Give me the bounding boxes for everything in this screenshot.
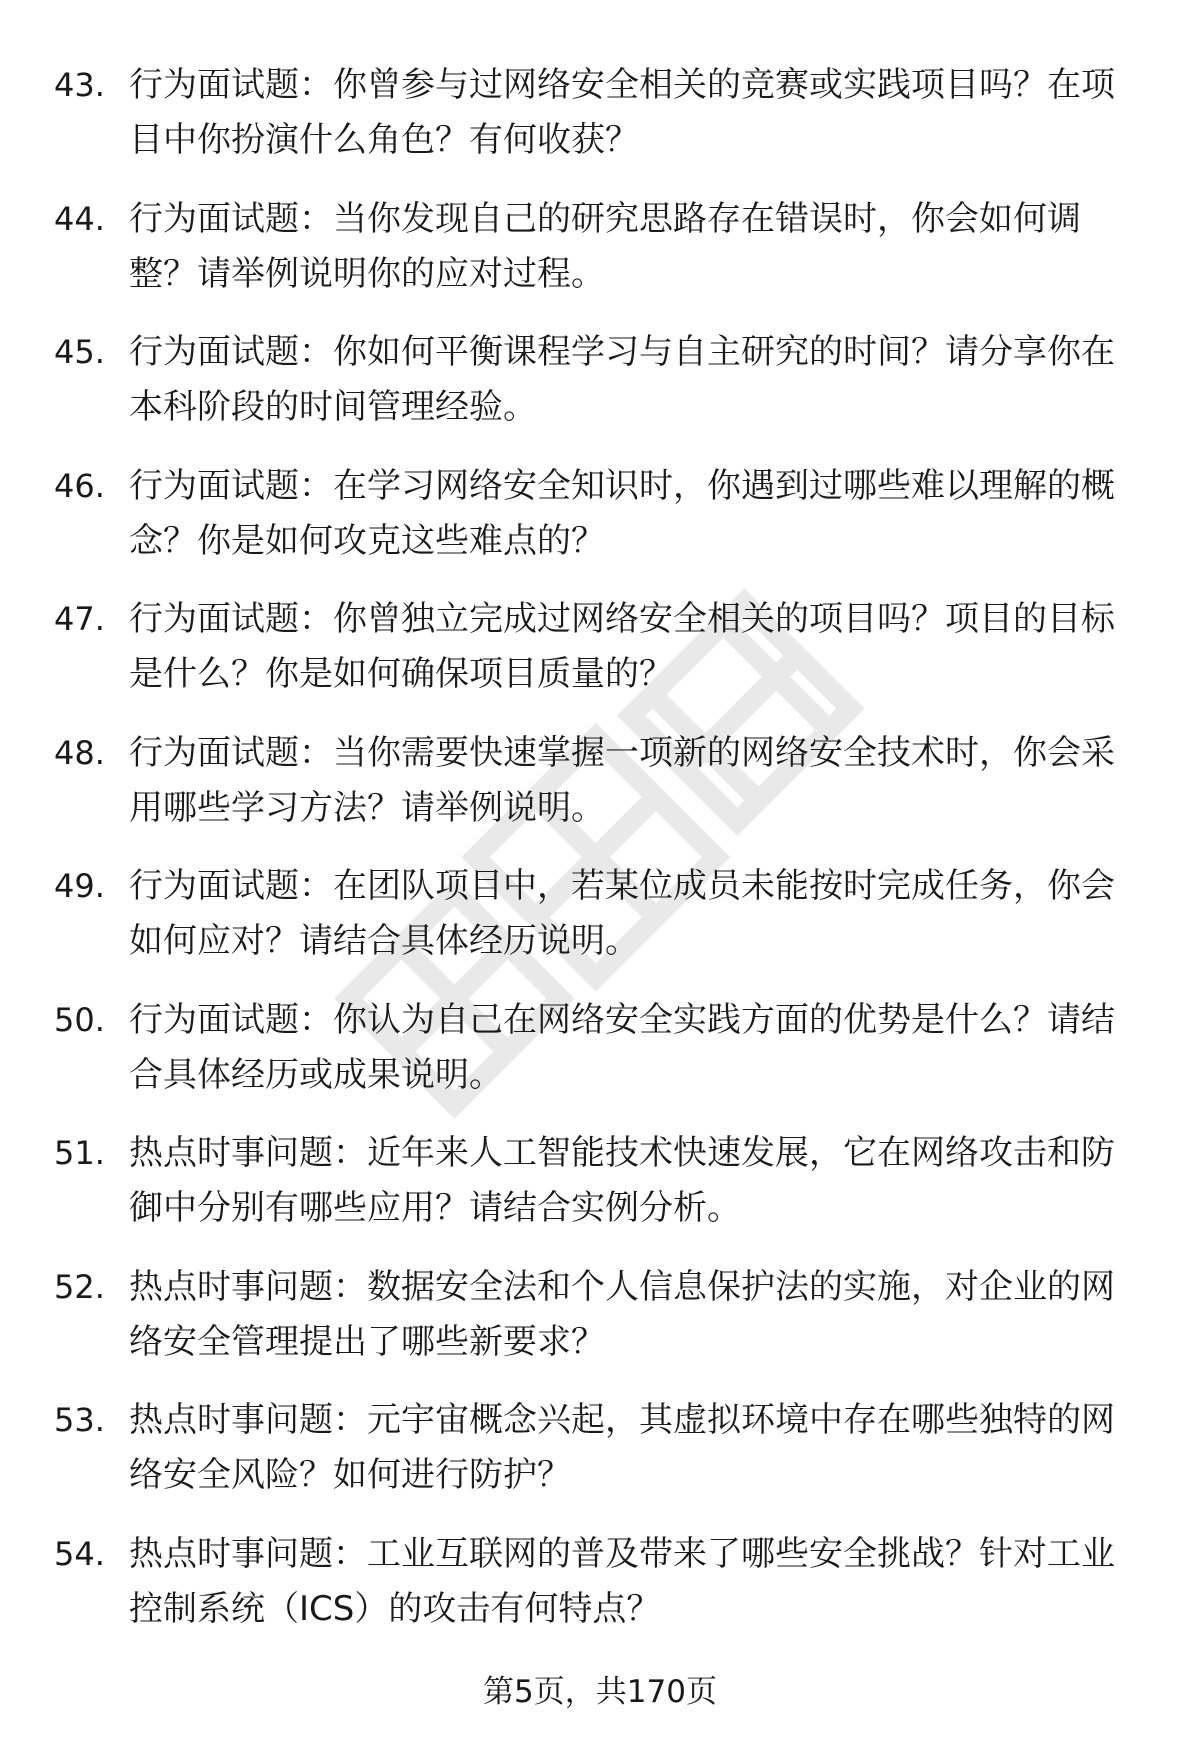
list-item: [54, 325, 1154, 459]
question-number: 49.: [54, 867, 105, 905]
question-number: 54.: [54, 1534, 105, 1573]
question-number: 46.: [54, 466, 105, 505]
list-item: [54, 1527, 1154, 1661]
question-number: 52.: [54, 1267, 105, 1306]
question-number: 51.: [54, 1134, 105, 1172]
list-item: [54, 859, 1154, 993]
question-number: 47.: [54, 600, 105, 638]
question-text: 热点时事问题：数据安全法和个人信息保护法的实施，对企业的网络安全管理提出了哪些新要求？: [129, 1266, 1115, 1362]
question-number: 45.: [54, 333, 105, 371]
list-item: [54, 1393, 1154, 1527]
list-item: [54, 1126, 1154, 1260]
list-item: [54, 459, 1154, 593]
list-item: [54, 592, 1154, 726]
question-text: 行为面试题：你如何平衡课程学习与自主研究的时间？请分享你在本科阶段的时间管理经验。: [129, 332, 1115, 427]
question-number: 48.: [54, 733, 105, 772]
list-item: [54, 726, 1154, 860]
page-footer: 第5页，共170页: [483, 1674, 717, 1710]
question-text: 行为面试题：当你发现自己的研究思路存在错误时，你会如何调整？请举例说明你的应对过程。: [129, 198, 1081, 294]
question-text: 行为面试题：你曾参与过网络安全相关的竞赛或实践项目吗？在项目中你扮演什么角色？有何收获？: [129, 65, 1115, 160]
question-number: 43.: [54, 66, 105, 104]
question-number: 44.: [54, 199, 105, 238]
question-number: 50.: [54, 1000, 105, 1039]
list-item: [54, 993, 1154, 1127]
question-text: 行为面试题：你曾独立完成过网络安全相关的项目吗？项目的目标是什么？你是如何确保项目质量的？: [129, 599, 1115, 694]
question-text: 热点时事问题：元宇宙概念兴起，其虚拟环境中存在哪些独特的网络安全风险？如何进行防护？: [129, 1400, 1115, 1495]
list-item: [54, 58, 1154, 192]
question-list: [54, 58, 1154, 1660]
question-text: 热点时事问题：近年来人工智能技术快速发展，它在网络攻击和防御中分别有哪些应用？请结合实例分析。: [129, 1133, 1115, 1228]
question-text: 行为面试题：你认为自己在网络安全实践方面的优势是什么？请结合具体经历或成果说明。: [129, 999, 1115, 1095]
question-text: 行为面试题：当你需要快速掌握一项新的网络安全技术时，你会采用哪些学习方法？请举例说明。: [129, 732, 1115, 828]
list-item: [54, 192, 1154, 326]
question-text: 行为面试题：在学习网络安全知识时，你遇到过哪些难以理解的概念？你是如何攻克这些难点的？: [129, 465, 1115, 561]
question-text: 热点时事问题：工业互联网的普及带来了哪些安全挑战？针对工业控制系统（ICS）的攻击有何特点？: [129, 1533, 1115, 1629]
question-text: 行为面试题：在团队项目中，若某位成员未能按时完成任务，你会如何应对？请结合具体经历说明。: [129, 866, 1115, 961]
question-number: 53.: [54, 1401, 105, 1439]
list-item: [54, 1260, 1154, 1394]
